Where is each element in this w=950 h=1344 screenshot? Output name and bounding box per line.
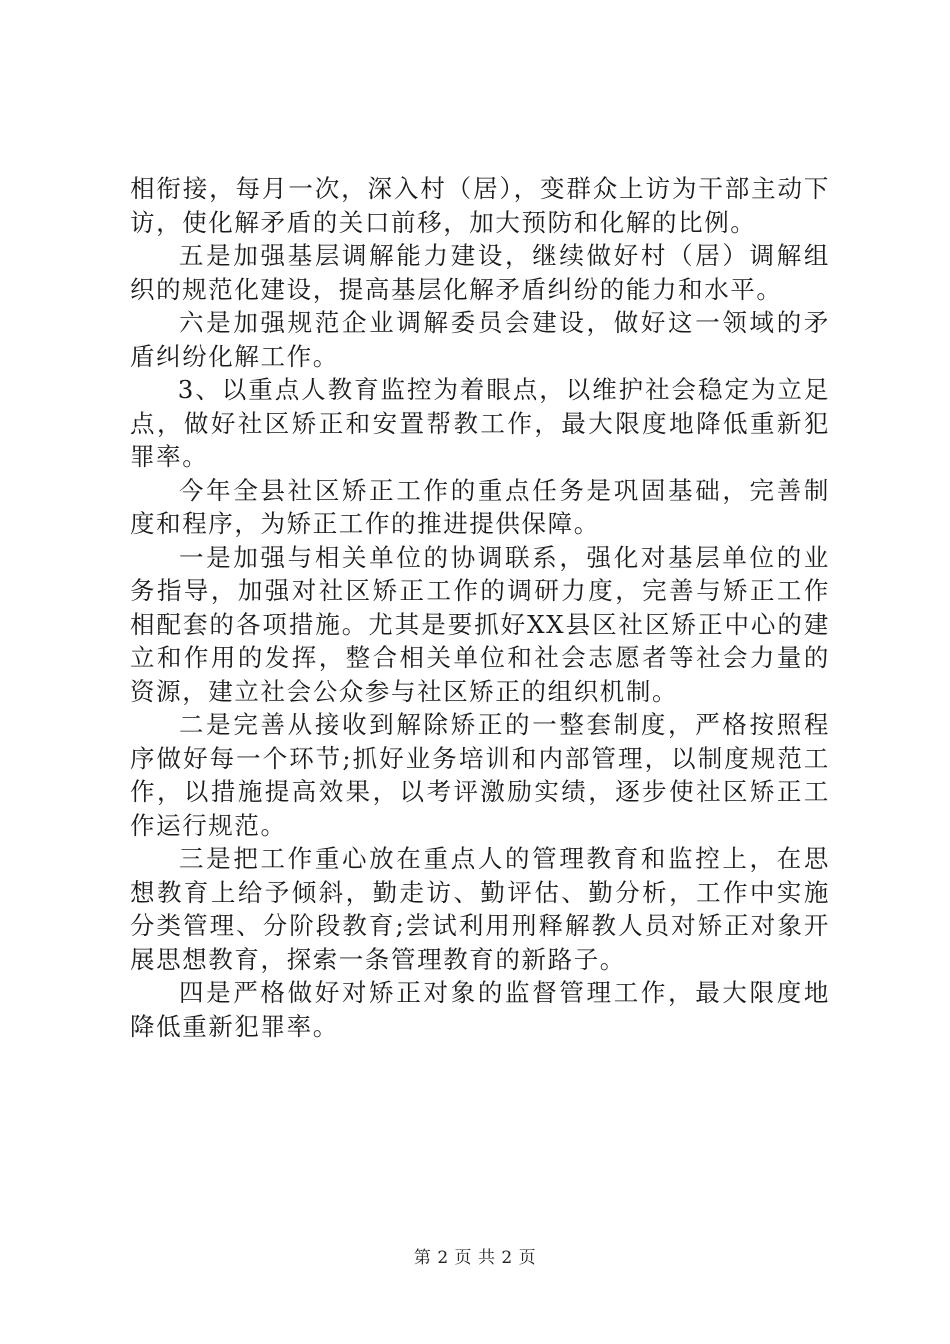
paragraph-section-three: 3、以重点人教育监控为着眼点，以维护社会稳定为立足点，做好社区矫正和安置帮教工作，最大限度地降低重新犯罪率。: [130, 375, 830, 471]
paragraph-item-five: 五是加强基层调解能力建设，继续做好村（居）调解组织的规范化建设，提高基层化解矛盾纠纷的能力和水平。: [130, 241, 830, 304]
paragraph-continuation: 相衔接，每月一次，深入村（居），变群众上访为干部主动下访，使化解矛盾的关口前移，加大预防和化解的比例。: [130, 174, 830, 237]
paragraph-item-six: 六是加强规范企业调解委员会建设，做好这一领域的矛盾纠纷化解工作。: [130, 308, 830, 371]
document-body: [130, 172, 830, 1043]
page-number-footer: 第 2 页 共 2 页: [413, 1248, 537, 1268]
paragraph-item-two: 二是完善从接收到解除矫正的一整套制度，严格按照程序做好每一个环节;抓好业务培训和内部管理，以制度规范工作，以措施提高效果，以考评激励实绩，逐步使社区矫正工作运行规范。: [130, 710, 830, 840]
paragraph-item-three: 三是把工作重心放在重点人的管理教育和监控上，在思想教育上给予倾斜，勤走访、勤评估、勤分析，工作中实施分类管理、分阶段教育;尝试利用刑释解教人员对矫正对象开展思想教育，探索一条管理教育的新路子。: [130, 844, 830, 974]
paragraph-item-four: 四是严格做好对矫正对象的监督管理工作，最大限度地降低重新犯罪率。: [130, 978, 830, 1041]
paragraph-item-one: 一是加强与相关单位的协调联系，强化对基层单位的业务指导，加强对社区矫正工作的调研力度，完善与矫正工作相配套的各项措施。尤其是要抓好XX县区社区矫正中心的建立和作用的发挥，整合相关单位和社会志愿者等社会力量的资源，建立社会公众参与社区矫正的组织机制。: [130, 542, 830, 706]
paragraph-key-tasks: 今年全县社区矫正工作的重点任务是巩固基础，完善制度和程序，为矫正工作的推进提供保障。: [130, 475, 830, 538]
